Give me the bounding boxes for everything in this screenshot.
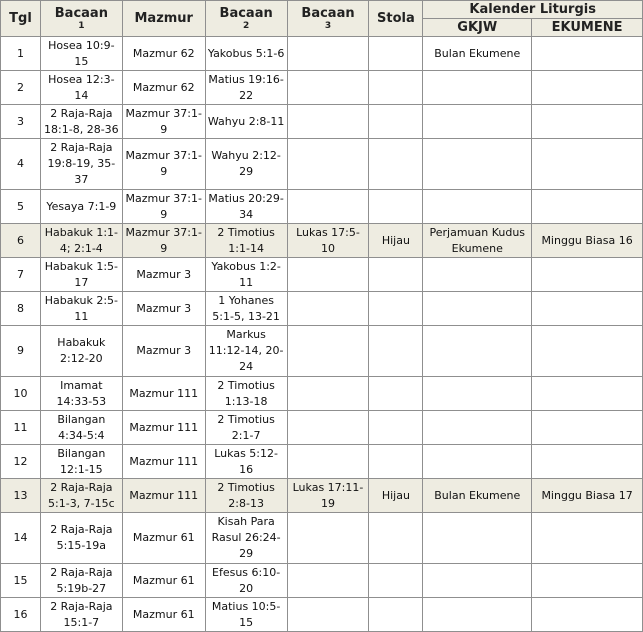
cell-bacaan1: Habakuk 2:5-11 [40, 292, 122, 326]
cell-stola: Hijau [369, 479, 423, 513]
cell-tgl: 13 [1, 479, 41, 513]
col-header-bacaan-2-label: Bacaan [219, 5, 273, 21]
cell-bacaan3 [287, 105, 369, 139]
cell-bacaan1: 2 Raja-Raja 15:1-7 [40, 598, 122, 632]
cell-gkjw [423, 71, 532, 105]
col-header-bacaan-2 [205, 1, 287, 37]
cell-ekumene [532, 513, 643, 564]
cell-bacaan2: Wahyu 2:8-11 [205, 105, 287, 139]
cell-ekumene [532, 445, 643, 479]
cell-tgl: 8 [1, 292, 41, 326]
cell-ekumene [532, 105, 643, 139]
cell-ekumene [532, 377, 643, 411]
cell-ekumene [532, 411, 643, 445]
cell-bacaan2: Matius 10:5-15 [205, 598, 287, 632]
cell-stola [369, 71, 423, 105]
cell-stola [369, 139, 423, 190]
cell-tgl: 5 [1, 190, 41, 224]
table-row [1, 258, 643, 292]
cell-bacaan2: Efesus 6:10-20 [205, 564, 287, 598]
cell-bacaan3 [287, 411, 369, 445]
cell-tgl: 9 [1, 326, 41, 377]
cell-bacaan1: 2 Raja-Raja 5:15-19a [40, 513, 122, 564]
cell-gkjw: Perjamuan Kudus Ekumene [423, 224, 532, 258]
cell-gkjw [423, 564, 532, 598]
cell-ekumene: Minggu Biasa 17 [532, 479, 643, 513]
cell-stola [369, 564, 423, 598]
cell-tgl: 11 [1, 411, 41, 445]
cell-mazmur: Mazmur 37:1-9 [122, 224, 205, 258]
cell-stola [369, 37, 423, 71]
cell-tgl: 1 [1, 37, 41, 71]
cell-gkjw [423, 513, 532, 564]
col-header-mazmur: Mazmur [122, 1, 205, 37]
cell-tgl: 7 [1, 258, 41, 292]
cell-bacaan1: Hosea 12:3-14 [40, 71, 122, 105]
cell-mazmur: Mazmur 37:1-9 [122, 190, 205, 224]
col-header-bacaan-3-label: Bacaan [301, 5, 355, 21]
table-row [1, 224, 643, 258]
cell-bacaan1: 2 Raja-Raja 18:1-8, 28-36 [40, 105, 122, 139]
cell-stola [369, 105, 423, 139]
cell-stola [369, 377, 423, 411]
cell-bacaan2: Matius 19:16-22 [205, 71, 287, 105]
cell-bacaan2: 2 Timotius 1:1-14 [205, 224, 287, 258]
cell-bacaan2: 1 Yohanes 5:1-5, 13-21 [205, 292, 287, 326]
cell-stola [369, 445, 423, 479]
col-header-ekumene: EKUMENE [532, 19, 643, 37]
cell-gkjw [423, 411, 532, 445]
cell-bacaan1: Yesaya 7:1-9 [40, 190, 122, 224]
col-header-bacaan-3-number: 3 [324, 20, 332, 31]
cell-gkjw [423, 598, 532, 632]
cell-bacaan2: 2 Timotius 2:1-7 [205, 411, 287, 445]
col-header-bacaan-1-label: Bacaan [54, 5, 108, 21]
cell-tgl: 16 [1, 598, 41, 632]
cell-bacaan1: Habakuk 1:5-17 [40, 258, 122, 292]
table-row [1, 105, 643, 139]
cell-gkjw [423, 139, 532, 190]
cell-tgl: 10 [1, 377, 41, 411]
cell-bacaan2: 2 Timotius 1:13-18 [205, 377, 287, 411]
table-row [1, 411, 643, 445]
cell-bacaan2: Kisah Para Rasul 26:24-29 [205, 513, 287, 564]
cell-bacaan3 [287, 190, 369, 224]
cell-mazmur: Mazmur 61 [122, 513, 205, 564]
cell-tgl: 15 [1, 564, 41, 598]
cell-ekumene [532, 37, 643, 71]
cell-bacaan2: Markus 11:12-14, 20-24 [205, 326, 287, 377]
cell-mazmur: Mazmur 3 [122, 326, 205, 377]
col-header-gkjw: GKJW [423, 19, 532, 37]
cell-ekumene [532, 139, 643, 190]
cell-gkjw: Bulan Ekumene [423, 479, 532, 513]
cell-bacaan1: Hosea 10:9-15 [40, 37, 122, 71]
cell-mazmur: Mazmur 111 [122, 479, 205, 513]
cell-ekumene [532, 190, 643, 224]
col-header-bacaan-1 [40, 1, 122, 37]
cell-bacaan1: Habakuk 1:1-4; 2:1-4 [40, 224, 122, 258]
cell-gkjw [423, 326, 532, 377]
cell-mazmur: Mazmur 111 [122, 377, 205, 411]
cell-bacaan1: Bilangan 12:1-15 [40, 445, 122, 479]
cell-mazmur: Mazmur 61 [122, 564, 205, 598]
cell-mazmur: Mazmur 62 [122, 37, 205, 71]
cell-bacaan3 [287, 292, 369, 326]
cell-ekumene [532, 71, 643, 105]
col-header-kalender-liturgis: Kalender Liturgis [423, 1, 643, 19]
cell-bacaan1: 2 Raja-Raja 19:8-19, 35-37 [40, 139, 122, 190]
col-header-bacaan-1-number: 1 [78, 20, 85, 31]
cell-gkjw [423, 105, 532, 139]
cell-mazmur: Mazmur 3 [122, 292, 205, 326]
table-row [1, 292, 643, 326]
col-header-stola: Stola [369, 1, 423, 37]
cell-bacaan3 [287, 564, 369, 598]
col-header-bacaan-2-number: 2 [242, 20, 250, 31]
cell-bacaan1: Imamat 14:33-53 [40, 377, 122, 411]
table-row [1, 479, 643, 513]
cell-stola [369, 292, 423, 326]
cell-ekumene [532, 292, 643, 326]
cell-mazmur: Mazmur 61 [122, 598, 205, 632]
cell-bacaan1: Bilangan 4:34-5:4 [40, 411, 122, 445]
cell-stola [369, 411, 423, 445]
cell-tgl: 14 [1, 513, 41, 564]
cell-tgl: 4 [1, 139, 41, 190]
table-row [1, 513, 643, 564]
cell-bacaan2: 2 Timotius 2:8-13 [205, 479, 287, 513]
cell-mazmur: Mazmur 111 [122, 445, 205, 479]
cell-tgl: 12 [1, 445, 41, 479]
table-row [1, 71, 643, 105]
col-header-bacaan-3 [287, 1, 369, 37]
cell-gkjw: Bulan Ekumene [423, 37, 532, 71]
table-row [1, 139, 643, 190]
cell-ekumene [532, 258, 643, 292]
cell-tgl: 3 [1, 105, 41, 139]
cell-gkjw [423, 190, 532, 224]
cell-bacaan2: Yakobus 5:1-6 [205, 37, 287, 71]
table-row [1, 564, 643, 598]
table-row [1, 190, 643, 224]
cell-gkjw [423, 292, 532, 326]
table-row [1, 598, 643, 632]
cell-bacaan2: Yakobus 1:2-11 [205, 258, 287, 292]
cell-ekumene: Minggu Biasa 16 [532, 224, 643, 258]
cell-tgl: 6 [1, 224, 41, 258]
cell-ekumene [532, 564, 643, 598]
cell-bacaan3 [287, 377, 369, 411]
cell-bacaan3: Lukas 17:11-19 [287, 479, 369, 513]
cell-ekumene [532, 326, 643, 377]
cell-mazmur: Mazmur 37:1-9 [122, 139, 205, 190]
cell-stola [369, 513, 423, 564]
cell-tgl: 2 [1, 71, 41, 105]
cell-gkjw [423, 445, 532, 479]
cell-bacaan1: 2 Raja-Raja 5:19b-27 [40, 564, 122, 598]
cell-bacaan2: Wahyu 2:12-29 [205, 139, 287, 190]
cell-bacaan2: Matius 20:29-34 [205, 190, 287, 224]
table-row [1, 377, 643, 411]
cell-bacaan1: 2 Raja-Raja 5:1-3, 7-15c [40, 479, 122, 513]
cell-stola [369, 258, 423, 292]
cell-mazmur: Mazmur 111 [122, 411, 205, 445]
cell-bacaan1: Habakuk 2:12-20 [40, 326, 122, 377]
cell-mazmur: Mazmur 37:1-9 [122, 105, 205, 139]
cell-bacaan3 [287, 326, 369, 377]
cell-mazmur: Mazmur 3 [122, 258, 205, 292]
cell-stola [369, 326, 423, 377]
cell-ekumene [532, 598, 643, 632]
cell-mazmur: Mazmur 62 [122, 71, 205, 105]
table-row [1, 445, 643, 479]
table-row [1, 37, 643, 71]
cell-bacaan3 [287, 37, 369, 71]
cell-bacaan3 [287, 598, 369, 632]
cell-gkjw [423, 258, 532, 292]
table-body [1, 37, 643, 632]
cell-stola [369, 190, 423, 224]
cell-bacaan3 [287, 71, 369, 105]
cell-bacaan3: Lukas 17:5-10 [287, 224, 369, 258]
cell-bacaan3 [287, 139, 369, 190]
cell-stola: Hijau [369, 224, 423, 258]
cell-bacaan3 [287, 513, 369, 564]
cell-bacaan2: Lukas 5:12-16 [205, 445, 287, 479]
cell-bacaan3 [287, 258, 369, 292]
cell-stola [369, 598, 423, 632]
cell-gkjw [423, 377, 532, 411]
cell-bacaan3 [287, 445, 369, 479]
table-row [1, 326, 643, 377]
col-header-tgl: Tgl [1, 1, 41, 37]
